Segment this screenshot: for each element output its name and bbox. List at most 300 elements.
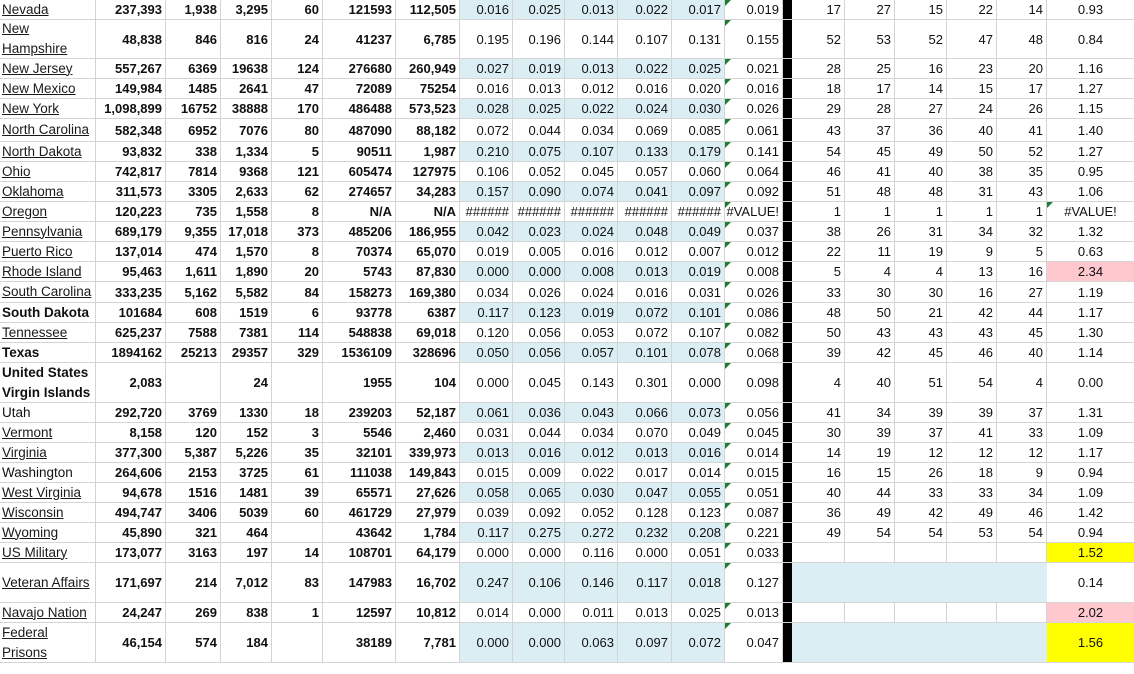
value-b-cell[interactable]: 7814 [166,162,221,181]
fraction-cell-1[interactable]: 0.117 [460,303,513,322]
fraction-cell-5[interactable]: 0.025 [672,603,725,622]
value-g-cell[interactable]: 169,380 [396,282,460,302]
rank-cell-1[interactable] [792,563,845,602]
rank-cell-3[interactable]: 48 [895,182,947,201]
value-c-cell[interactable]: 7381 [221,323,272,342]
fraction-cell-1[interactable]: 0.000 [460,363,513,402]
value-b-cell[interactable]: 5,387 [166,443,221,462]
total-cell[interactable]: 171,697 [96,563,166,602]
rank-cell-2[interactable]: 34 [845,403,895,422]
fraction-cell-1[interactable]: 0.106 [460,162,513,181]
fraction-cell-3[interactable]: 0.116 [565,543,618,562]
fraction-cell-1[interactable]: 0.013 [460,443,513,462]
ratio-cell[interactable]: 1.52 [1047,543,1134,562]
total-cell[interactable]: 24,247 [96,603,166,622]
fraction-cell-4[interactable]: 0.133 [618,142,672,161]
rank-cell-1[interactable]: 4 [792,363,845,402]
total-cell[interactable]: 94,678 [96,483,166,502]
fraction-cell-3[interactable]: 0.063 [565,623,618,662]
fraction-cell-1[interactable]: 0.019 [460,242,513,261]
value-b-cell[interactable]: 6369 [166,59,221,78]
rank-cell-1[interactable]: 51 [792,182,845,201]
rank-cell-1[interactable]: 43 [792,119,845,141]
fraction-cell-1[interactable]: 0.157 [460,182,513,201]
total-cell[interactable]: 582,348 [96,119,166,141]
region-name-cell[interactable]: Tennessee [0,323,96,342]
rank-cell-5[interactable]: 34 [997,483,1047,502]
value-e-cell[interactable]: 41237 [323,20,396,58]
value-c-cell[interactable]: 1,570 [221,242,272,261]
ratio-cell[interactable]: 1.42 [1077,505,1104,520]
fraction-cell-4[interactable]: ###### [618,202,672,221]
ratio-cell[interactable]: #VALUE! [1064,204,1117,219]
value-b-cell[interactable]: 7588 [166,323,221,342]
rank-cell-4[interactable]: 34 [947,222,997,241]
fraction-cell-2[interactable]: 0.005 [513,242,565,261]
fraction-cell-2[interactable]: 0.106 [513,563,565,602]
rank-cell-4[interactable]: 18 [947,463,997,482]
rank-cell-5[interactable]: 14 [997,0,1047,19]
rank-cell-4[interactable]: 54 [947,363,997,402]
value-g-cell[interactable]: 69,018 [396,323,460,342]
rank-cell-3[interactable] [895,603,947,622]
value-c-cell[interactable]: 184 [221,623,272,662]
value-d-cell[interactable]: 1 [272,603,323,622]
value-c-cell[interactable]: 2,633 [221,182,272,201]
rank-cell-4[interactable]: 15 [947,79,997,98]
value-g-cell[interactable]: 127975 [396,162,460,181]
total-cell[interactable]: 173,077 [96,543,166,562]
rank-cell-2[interactable]: 40 [845,363,895,402]
rank-cell-3[interactable]: 21 [895,303,947,322]
value-b-cell[interactable]: 9,355 [166,222,221,241]
ratio-cell[interactable]: 1.17 [1077,305,1104,320]
value-e-cell[interactable]: 274657 [323,182,396,201]
rank-cell-5[interactable]: 44 [997,303,1047,322]
ratio-cell[interactable]: 2.02 [1047,603,1134,622]
rank-cell-4[interactable]: 24 [947,99,997,118]
region-name-cell[interactable]: Texas [0,343,96,362]
total-cell[interactable]: 101684 [96,303,166,322]
value-g-cell[interactable]: 149,843 [396,463,460,482]
value-e-cell[interactable]: 1955 [323,363,396,402]
value-g-cell[interactable]: 104 [396,363,460,402]
fraction-cell-4[interactable]: 0.047 [618,483,672,502]
rank-cell-5[interactable]: 33 [997,423,1047,442]
value-e-cell[interactable]: 605474 [323,162,396,181]
value-g-cell[interactable]: 573,523 [396,99,460,118]
value-b-cell[interactable]: 120 [166,423,221,442]
region-name-cell[interactable]: Vermont [0,423,96,442]
rank-cell-4[interactable]: 53 [947,523,997,542]
region-name-cell[interactable]: South Carolina [0,282,96,302]
rank-cell-4[interactable] [947,623,997,662]
value-c-cell[interactable]: 1519 [221,303,272,322]
region-name-cell[interactable]: Federal Prisons [0,623,96,662]
value-c-cell[interactable]: 197 [221,543,272,562]
fraction-cell-2[interactable]: 0.065 [513,483,565,502]
rank-cell-5[interactable]: 43 [997,182,1047,201]
total-cell[interactable]: 494,747 [96,503,166,522]
rank-cell-1[interactable]: 18 [792,79,845,98]
rank-cell-4[interactable]: 47 [947,20,997,58]
rank-cell-2[interactable] [845,603,895,622]
fraction-cell-4[interactable]: 0.017 [618,463,672,482]
region-name-cell[interactable]: Washington [0,463,96,482]
ratio-cell[interactable]: 1.16 [1077,61,1104,76]
rank-cell-2[interactable]: 28 [845,99,895,118]
rank-cell-5[interactable]: 5 [997,242,1047,261]
value-b-cell[interactable] [166,363,221,402]
value-c-cell[interactable]: 19638 [221,59,272,78]
fraction-cell-3[interactable]: 0.052 [565,503,618,522]
fraction-cell-5[interactable]: 0.017 [672,0,725,19]
rank-cell-5[interactable]: 54 [997,523,1047,542]
fraction-cell-1[interactable]: 0.031 [460,423,513,442]
rank-cell-2[interactable]: 54 [845,523,895,542]
rank-cell-3[interactable]: 39 [895,403,947,422]
region-name-cell[interactable]: North Carolina [0,119,96,141]
fraction-cell-5[interactable]: 0.073 [672,403,725,422]
region-name-cell[interactable]: New Hampshire [0,20,96,58]
value-e-cell[interactable]: 158273 [323,282,396,302]
value-c-cell[interactable]: 2641 [221,79,272,98]
value-d-cell[interactable]: 80 [272,119,323,141]
fraction-cell-4[interactable]: 0.072 [618,323,672,342]
fraction-cell-3[interactable]: 0.043 [565,403,618,422]
fraction-cell-4[interactable]: 0.107 [618,20,672,58]
fraction-cell-5[interactable]: 0.060 [672,162,725,181]
value-e-cell[interactable]: 239203 [323,403,396,422]
region-name-cell[interactable]: New York [0,99,96,118]
region-name-cell[interactable]: United States Virgin Islands [0,363,96,402]
fraction-cell-2[interactable]: 0.036 [513,403,565,422]
total-cell[interactable]: 625,237 [96,323,166,342]
total-cell[interactable]: 95,463 [96,262,166,281]
value-c-cell[interactable]: 29357 [221,343,272,362]
value-e-cell[interactable]: N/A [323,202,396,221]
fraction-cell-1[interactable]: 0.039 [460,503,513,522]
value-e-cell[interactable]: 38189 [323,623,396,662]
region-name-cell[interactable]: New Jersey [0,59,96,78]
value-d-cell[interactable]: 114 [272,323,323,342]
value-e-cell[interactable]: 485206 [323,222,396,241]
rank-cell-3[interactable]: 31 [895,222,947,241]
value-g-cell[interactable]: 328696 [396,343,460,362]
fraction-cell-3[interactable]: 0.022 [565,463,618,482]
value-c-cell[interactable]: 3725 [221,463,272,482]
total-cell[interactable]: 333,235 [96,282,166,302]
value-b-cell[interactable]: 846 [166,20,221,58]
fraction-cell-2[interactable]: 0.000 [513,623,565,662]
fraction-cell-1[interactable]: 0.015 [460,463,513,482]
fraction-cell-4[interactable]: 0.097 [618,623,672,662]
region-name-cell[interactable]: New Mexico [0,79,96,98]
value-d-cell[interactable]: 60 [272,503,323,522]
total-cell[interactable]: 46,154 [96,623,166,662]
rank-cell-5[interactable]: 41 [997,119,1047,141]
rank-cell-1[interactable] [792,543,845,562]
value-d-cell[interactable]: 14 [272,543,323,562]
region-name-cell[interactable]: Pennsylvania [0,222,96,241]
value-b-cell[interactable]: 735 [166,202,221,221]
total-cell[interactable]: 45,890 [96,523,166,542]
ratio-cell[interactable]: 1.27 [1077,144,1104,159]
rank-cell-1[interactable]: 33 [792,282,845,302]
rank-cell-3[interactable]: 19 [895,242,947,261]
value-c-cell[interactable]: 1,890 [221,262,272,281]
value-d-cell[interactable]: 20 [272,262,323,281]
rank-cell-3[interactable]: 52 [895,20,947,58]
value-g-cell[interactable]: 52,187 [396,403,460,422]
value-b-cell[interactable]: 6952 [166,119,221,141]
fraction-cell-4[interactable]: 0.022 [618,0,672,19]
fraction-cell-2[interactable]: 0.000 [513,543,565,562]
rank-cell-2[interactable]: 53 [845,20,895,58]
value-g-cell[interactable]: 65,070 [396,242,460,261]
rank-cell-3[interactable]: 45 [895,343,947,362]
fraction-cell-1[interactable]: 0.050 [460,343,513,362]
fraction-cell-4[interactable]: 0.016 [618,79,672,98]
fraction-cell-4[interactable]: 0.000 [618,543,672,562]
fraction-cell-3[interactable]: 0.146 [565,563,618,602]
value-b-cell[interactable]: 574 [166,623,221,662]
fraction-cell-5[interactable]: 0.031 [672,282,725,302]
ratio-cell[interactable]: 0.14 [1077,575,1104,590]
rank-cell-3[interactable]: 42 [895,503,947,522]
fraction-cell-2[interactable]: 0.090 [513,182,565,201]
rank-cell-1[interactable]: 28 [792,59,845,78]
ratio-cell[interactable]: 1.27 [1077,81,1104,96]
fraction-average-cell[interactable]: 0.026 [725,99,783,118]
total-cell[interactable]: 292,720 [96,403,166,422]
value-d-cell[interactable]: 60 [272,0,323,19]
fraction-average-cell[interactable]: 0.092 [725,182,783,201]
fraction-cell-2[interactable]: 0.019 [513,59,565,78]
fraction-cell-5[interactable]: 0.049 [672,423,725,442]
rank-cell-1[interactable]: 50 [792,323,845,342]
fraction-cell-3[interactable]: 0.019 [565,303,618,322]
fraction-cell-2[interactable]: 0.013 [513,79,565,98]
fraction-cell-3[interactable]: 0.272 [565,523,618,542]
fraction-cell-3[interactable]: 0.008 [565,262,618,281]
fraction-cell-3[interactable]: 0.034 [565,423,618,442]
value-b-cell[interactable]: 2153 [166,463,221,482]
value-e-cell[interactable]: 147983 [323,563,396,602]
value-g-cell[interactable]: 27,626 [396,483,460,502]
ratio-cell[interactable]: 1.31 [1077,405,1104,420]
fraction-cell-3[interactable]: 0.024 [565,222,618,241]
rank-cell-2[interactable]: 43 [845,323,895,342]
rank-cell-3[interactable]: 54 [895,523,947,542]
rank-cell-1[interactable]: 5 [792,262,845,281]
total-cell[interactable]: 377,300 [96,443,166,462]
value-b-cell[interactable]: 608 [166,303,221,322]
fraction-cell-2[interactable]: 0.045 [513,363,565,402]
fraction-average-cell[interactable]: 0.013 [725,603,783,622]
value-e-cell[interactable]: 12597 [323,603,396,622]
value-g-cell[interactable]: 87,830 [396,262,460,281]
total-cell[interactable]: 689,179 [96,222,166,241]
ratio-cell[interactable]: 1.15 [1077,101,1104,116]
fraction-cell-1[interactable]: 0.117 [460,523,513,542]
region-name-cell[interactable]: Rhode Island [0,262,96,281]
fraction-cell-5[interactable]: 0.055 [672,483,725,502]
value-g-cell[interactable]: 88,182 [396,119,460,141]
fraction-cell-2[interactable]: 0.023 [513,222,565,241]
fraction-cell-2[interactable]: 0.092 [513,503,565,522]
rank-cell-1[interactable]: 49 [792,523,845,542]
rank-cell-3[interactable] [895,543,947,562]
value-b-cell[interactable]: 321 [166,523,221,542]
rank-cell-4[interactable]: 33 [947,483,997,502]
rank-cell-4[interactable]: 39 [947,403,997,422]
rank-cell-2[interactable]: 49 [845,503,895,522]
fraction-cell-3[interactable]: 0.045 [565,162,618,181]
rank-cell-1[interactable]: 40 [792,483,845,502]
total-cell[interactable]: 264,606 [96,463,166,482]
fraction-cell-2[interactable]: 0.000 [513,262,565,281]
fraction-cell-5[interactable]: ###### [672,202,725,221]
rank-cell-2[interactable]: 41 [845,162,895,181]
rank-cell-5[interactable]: 45 [997,323,1047,342]
ratio-cell[interactable]: 2.34 [1047,262,1134,281]
rank-cell-5[interactable]: 26 [997,99,1047,118]
fraction-cell-5[interactable]: 0.016 [672,443,725,462]
value-c-cell[interactable]: 5,582 [221,282,272,302]
fraction-cell-4[interactable]: 0.013 [618,443,672,462]
total-cell[interactable]: 1894162 [96,343,166,362]
fraction-cell-4[interactable]: 0.101 [618,343,672,362]
value-c-cell[interactable]: 5,226 [221,443,272,462]
rank-cell-2[interactable]: 42 [845,343,895,362]
fraction-cell-4[interactable]: 0.232 [618,523,672,542]
value-g-cell[interactable]: 7,781 [396,623,460,662]
fraction-cell-2[interactable]: 0.056 [513,323,565,342]
value-c-cell[interactable]: 5039 [221,503,272,522]
fraction-cell-2[interactable]: 0.056 [513,343,565,362]
value-d-cell[interactable]: 6 [272,303,323,322]
total-cell[interactable]: 311,573 [96,182,166,201]
rank-cell-2[interactable]: 50 [845,303,895,322]
rank-cell-2[interactable]: 11 [845,242,895,261]
fraction-cell-5[interactable]: 0.208 [672,523,725,542]
fraction-cell-4[interactable]: 0.016 [618,282,672,302]
ratio-cell[interactable]: 0.63 [1077,244,1104,259]
fraction-cell-5[interactable]: 0.014 [672,463,725,482]
rank-cell-2[interactable]: 17 [845,79,895,98]
rank-cell-4[interactable]: 31 [947,182,997,201]
value-e-cell[interactable]: 108701 [323,543,396,562]
fraction-cell-1[interactable]: 0.000 [460,623,513,662]
value-c-cell[interactable]: 1,558 [221,202,272,221]
value-g-cell[interactable]: 34,283 [396,182,460,201]
region-name-cell[interactable]: Puerto Rico [0,242,96,261]
total-cell[interactable]: 137,014 [96,242,166,261]
value-c-cell[interactable]: 1330 [221,403,272,422]
fraction-cell-1[interactable]: 0.072 [460,119,513,141]
value-d-cell[interactable]: 39 [272,483,323,502]
value-e-cell[interactable]: 90511 [323,142,396,161]
rank-cell-4[interactable]: 9 [947,242,997,261]
region-name-cell[interactable]: Wyoming [0,523,96,542]
fraction-average-cell[interactable]: 0.086 [725,303,783,322]
rank-cell-3[interactable]: 33 [895,483,947,502]
region-name-cell[interactable]: Ohio [0,162,96,181]
value-e-cell[interactable]: 111038 [323,463,396,482]
rank-cell-3[interactable]: 51 [895,363,947,402]
rank-cell-4[interactable]: 40 [947,119,997,141]
rank-cell-4[interactable] [947,543,997,562]
rank-cell-2[interactable] [845,563,895,602]
fraction-cell-2[interactable]: 0.075 [513,142,565,161]
rank-cell-2[interactable]: 19 [845,443,895,462]
fraction-cell-4[interactable]: 0.022 [618,59,672,78]
value-d-cell[interactable]: 373 [272,222,323,241]
fraction-cell-1[interactable]: 0.210 [460,142,513,161]
rank-cell-4[interactable]: 42 [947,303,997,322]
value-d-cell[interactable] [272,523,323,542]
region-name-cell[interactable]: Virginia [0,443,96,462]
value-d-cell[interactable]: 62 [272,182,323,201]
fraction-cell-5[interactable]: 0.019 [672,262,725,281]
region-name-cell[interactable]: Oregon [0,202,96,221]
fraction-cell-5[interactable]: 0.049 [672,222,725,241]
value-d-cell[interactable]: 3 [272,423,323,442]
fraction-average-cell[interactable]: 0.016 [725,79,783,98]
rank-cell-4[interactable]: 46 [947,343,997,362]
rank-cell-4[interactable]: 41 [947,423,997,442]
rank-cell-5[interactable]: 40 [997,343,1047,362]
fraction-cell-2[interactable]: ###### [513,202,565,221]
rank-cell-2[interactable]: 26 [845,222,895,241]
value-b-cell[interactable]: 1516 [166,483,221,502]
rank-cell-5[interactable] [997,563,1047,602]
rank-cell-5[interactable]: 20 [997,59,1047,78]
rank-cell-5[interactable]: 48 [997,20,1047,58]
ratio-cell[interactable]: 0.93 [1077,2,1104,17]
ratio-cell[interactable]: 0.84 [1077,31,1104,47]
fraction-cell-4[interactable]: 0.066 [618,403,672,422]
value-e-cell[interactable]: 487090 [323,119,396,141]
rank-cell-5[interactable] [997,603,1047,622]
fraction-cell-2[interactable]: 0.275 [513,523,565,542]
fraction-cell-1[interactable]: 0.000 [460,262,513,281]
rank-cell-4[interactable]: 23 [947,59,997,78]
fraction-average-cell[interactable]: 0.221 [725,523,783,542]
value-c-cell[interactable]: 38888 [221,99,272,118]
total-cell[interactable]: 1,098,899 [96,99,166,118]
fraction-average-cell[interactable]: 0.098 [725,363,783,402]
fraction-cell-2[interactable]: 0.052 [513,162,565,181]
value-g-cell[interactable]: 75254 [396,79,460,98]
region-name-cell[interactable]: Utah [0,403,96,422]
value-d-cell[interactable]: 18 [272,403,323,422]
value-b-cell[interactable]: 338 [166,142,221,161]
fraction-cell-4[interactable]: 0.013 [618,603,672,622]
fraction-cell-5[interactable]: 0.107 [672,323,725,342]
rank-cell-4[interactable] [947,603,997,622]
fraction-cell-3[interactable]: 0.013 [565,0,618,19]
region-name-cell[interactable]: South Dakota [0,303,96,322]
rank-cell-5[interactable]: 32 [997,222,1047,241]
ratio-cell[interactable]: 1.30 [1077,325,1104,340]
value-b-cell[interactable]: 16752 [166,99,221,118]
fraction-cell-4[interactable]: 0.069 [618,119,672,141]
rank-cell-1[interactable]: 1 [792,202,845,221]
rank-cell-1[interactable] [792,603,845,622]
rank-cell-1[interactable]: 14 [792,443,845,462]
